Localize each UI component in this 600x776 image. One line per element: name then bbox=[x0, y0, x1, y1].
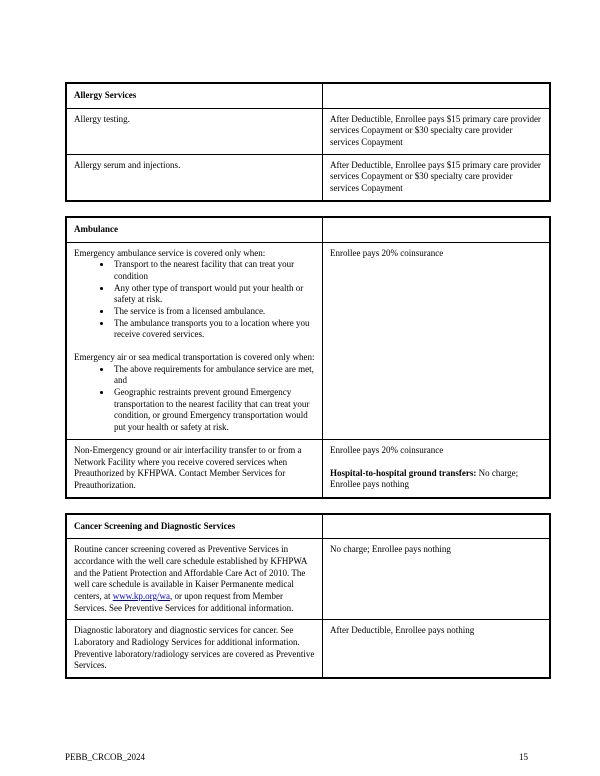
benefit-cell bbox=[66, 242, 323, 439]
benefit-cell: Non-Emergency ground or air interfacility transfer to or from a Network Facility where you receive covered services when Preauthorized by KFHPWA. Contact Member Services for Preauthorization. bbox=[66, 439, 323, 497]
table-row bbox=[66, 539, 550, 620]
cost-line: Enrollee pays 20% coinsurance bbox=[330, 444, 444, 455]
bullet-item: • The ambulance transports you to a location where you receive covered services. bbox=[112, 318, 315, 341]
footer-page-number: 15 bbox=[519, 752, 528, 762]
benefit-cell: Allergy testing. bbox=[66, 108, 323, 154]
table-header-row bbox=[66, 514, 550, 539]
cost-line bbox=[330, 468, 542, 491]
benefit-cell: Allergy serum and injections. bbox=[66, 154, 323, 201]
table-row bbox=[66, 620, 550, 678]
cost-rest: No charge; Enrollee pays nothing bbox=[330, 467, 519, 490]
header-spacer-cell bbox=[323, 514, 550, 539]
ambulance-table bbox=[65, 216, 551, 499]
cost-cell: Enrollee pays 20% coinsurance bbox=[323, 242, 550, 439]
allergy-services-header: Allergy Services bbox=[66, 83, 323, 108]
benefit-cell: Diagnostic laboratory and diagnostic services for cancer. See Laboratory and Radiology Services for additional information. Preventive laboratory/radiology services are covered as Preventive Services. bbox=[66, 620, 323, 678]
allergy-services-table bbox=[65, 82, 551, 202]
cost-cell: After Deductible, Enrollee pays $15 primary care provider services Copayment or $30 specialty care provider services Copayment bbox=[323, 154, 550, 201]
document-content bbox=[65, 82, 551, 693]
table-header-row bbox=[66, 83, 550, 108]
screening-text-after-link: , or upon request from Member Services. See Preventive Services for additional information. bbox=[74, 591, 294, 613]
air-sea-intro: Emergency air or sea medical transportation is covered only when: bbox=[74, 352, 315, 362]
header-spacer-cell bbox=[323, 217, 550, 242]
cost-cell: After Deductible, Enrollee pays $15 primary care provider services Copayment or $30 specialty care provider services Copayment bbox=[323, 108, 550, 154]
footer-document-id: PEBB_CRCOB_2024 bbox=[65, 752, 146, 762]
bullet-item: • Transport to the nearest facility that can treat your condition bbox=[112, 259, 315, 282]
bullet-item: • Geographic restraints prevent ground Emergency transportation to the nearest facility that can treat your condition, or ground Emergency transportation would put your health or safety at risk. bbox=[112, 387, 315, 434]
cost-bold-label: Hospital-to-hospital ground transfers: bbox=[330, 467, 477, 478]
table-row bbox=[66, 439, 550, 497]
bullet-item: • The service is from a licensed ambulance. bbox=[112, 306, 315, 318]
cost-cell: No charge; Enrollee pays nothing bbox=[323, 539, 550, 620]
ambulance-header: Ambulance bbox=[66, 217, 323, 242]
benefit-cell bbox=[66, 539, 323, 620]
table-row bbox=[66, 154, 550, 201]
table-header-row bbox=[66, 217, 550, 242]
bullet-item: • Any other type of transport would put your health or safety at risk. bbox=[112, 283, 315, 306]
table-row bbox=[66, 108, 550, 154]
air-sea-bullet-list bbox=[74, 364, 315, 434]
page-footer bbox=[65, 752, 528, 762]
cost-cell bbox=[323, 439, 550, 497]
cancer-screening-header: Cancer Screening and Diagnostic Services bbox=[66, 514, 323, 539]
emergency-bullet-list bbox=[74, 259, 315, 341]
screening-text-before-link: Routine cancer screening covered as Preventive Services in accordance with the well care schedule established by KFHPWA and the Patient Protection and Affordable Care Act of 2010. The well care schedule is available in Kaiser Permanente medical centers, at bbox=[74, 544, 307, 601]
kp-org-wa-link[interactable]: www.kp.org/wa bbox=[112, 591, 170, 601]
header-spacer-cell bbox=[323, 83, 550, 108]
bullet-item: • The above requirements for ambulance service are met, and bbox=[112, 364, 315, 387]
table-row bbox=[66, 242, 550, 439]
emergency-intro: Emergency ambulance service is covered only when: bbox=[74, 247, 266, 258]
cancer-screening-table bbox=[65, 513, 551, 680]
cost-cell: After Deductible, Enrollee pays nothing bbox=[323, 620, 550, 678]
